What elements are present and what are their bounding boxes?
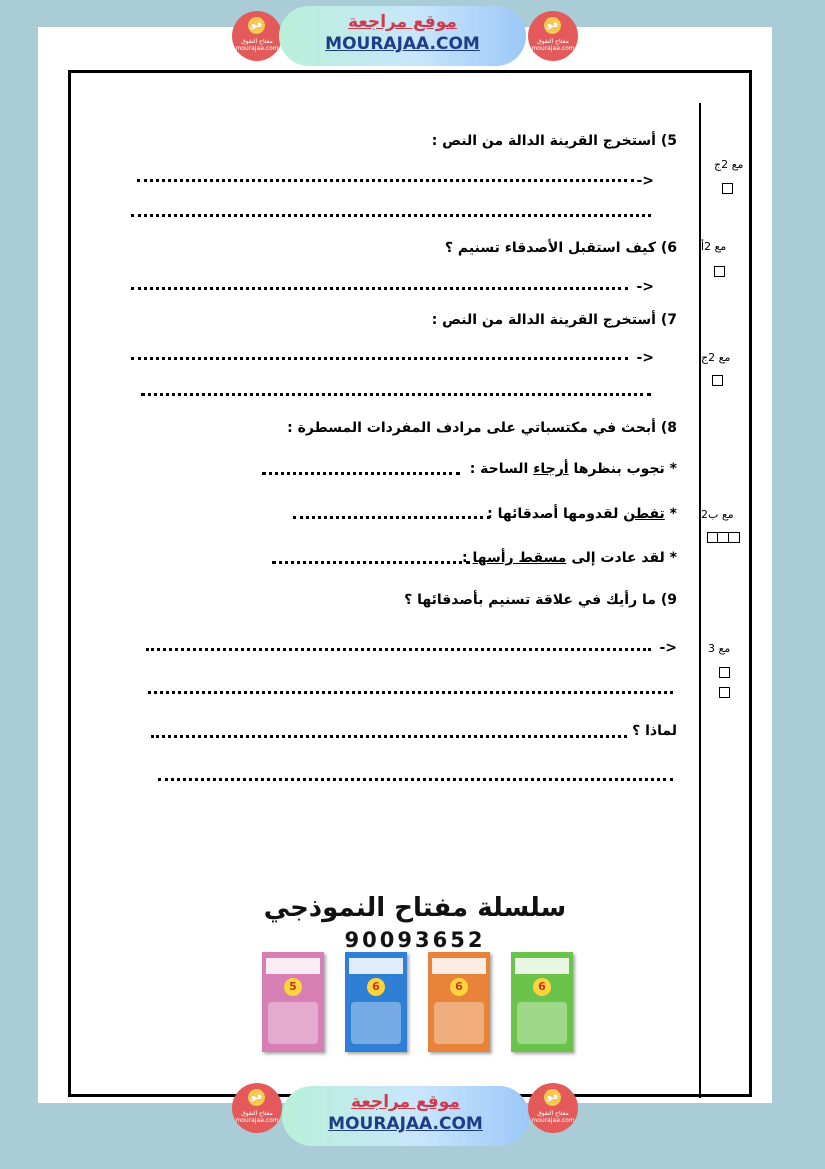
answer-arrow: <- [636, 173, 654, 189]
underlined-word: أرجاء [533, 461, 569, 477]
answer-line[interactable] [141, 393, 651, 396]
logo-badge-right: فو مفتاح التفوق mourajaa.com [528, 11, 578, 61]
answer-arrow: <- [659, 640, 677, 656]
cover-illustration [351, 1002, 401, 1044]
grade-number: 6 [367, 978, 385, 996]
book-cover [262, 952, 324, 1052]
question-7: 7) أستخرج القرينة الدالة من النص : [431, 312, 677, 328]
underlined-word: مسقط رأسها [472, 550, 567, 566]
mourajaa-logo-icon: فو [544, 17, 561, 34]
site-banner-bottom[interactable] [282, 1086, 529, 1146]
underlined-word: تفطن [623, 506, 665, 522]
criterion-label: مع ب2 [701, 508, 734, 521]
book-cover [428, 952, 490, 1052]
answer-line[interactable] [158, 778, 673, 781]
site-banner-top[interactable] [279, 6, 526, 66]
logo-badge-left: فو مفتاح التفوق mourajaa.com [232, 11, 282, 61]
cover-illustration [268, 1002, 318, 1044]
banner-url-text[interactable]: MOURAJAA.COM [328, 1114, 483, 1134]
answer-line[interactable] [262, 472, 460, 475]
score-box[interactable] [707, 532, 718, 543]
score-box[interactable] [719, 667, 730, 678]
question-6: 6) كيف استقبل الأصدقاء تسنيم ؟ [444, 240, 677, 256]
cover-illustration [434, 1002, 484, 1044]
score-box[interactable] [719, 687, 730, 698]
answer-line[interactable] [131, 287, 628, 290]
criterion-label: مع 2ج [714, 158, 744, 171]
vocab-item: * تجوب بنظرها أرجاء الساحة : [469, 461, 677, 477]
series-title: سلسلة مفتاح النموذجي [263, 893, 567, 923]
answer-line[interactable] [131, 214, 651, 217]
score-box[interactable] [718, 532, 729, 543]
answer-line[interactable] [131, 357, 628, 360]
book-cover [511, 952, 573, 1052]
answer-line[interactable] [272, 561, 470, 564]
mourajaa-logo-icon: فو [248, 1089, 265, 1106]
grade-number: 6 [450, 978, 468, 996]
question-8: 8) أبحث في مكتسباتي على مرادف المفردات المسطرة : [287, 420, 677, 436]
why-label: لماذا ؟ [632, 723, 677, 739]
logo-badge-left: فو مفتاح التفوق mourajaa.com [232, 1083, 282, 1133]
criterion-label: مع 2أ [701, 240, 727, 253]
question-5: 5) أستخرج القرينة الدالة من النص : [431, 133, 677, 149]
criterion-label: مع 2ج [701, 351, 731, 364]
phone-number: 90093652 [344, 928, 486, 952]
mourajaa-logo-icon: فو [544, 1089, 561, 1106]
banner-arabic-text[interactable]: موقع مراجعة [348, 12, 457, 32]
answer-line[interactable] [137, 179, 634, 182]
question-9: 9) ما رأيك في علاقة تسنيم بأصدقائها ؟ [404, 592, 677, 608]
answer-line[interactable] [151, 735, 627, 738]
score-box[interactable] [729, 532, 740, 543]
score-box-group [707, 532, 740, 543]
book-cover [345, 952, 407, 1052]
banner-url-text[interactable]: MOURAJAA.COM [325, 34, 480, 54]
grade-number: 5 [284, 978, 302, 996]
banner-arabic-text[interactable]: موقع مراجعة [351, 1092, 460, 1112]
score-box[interactable] [712, 375, 723, 386]
answer-arrow: <- [636, 350, 654, 366]
score-box[interactable] [722, 183, 733, 194]
mourajaa-logo-icon: فو [248, 17, 265, 34]
score-box[interactable] [714, 266, 725, 277]
answer-arrow: <- [636, 279, 654, 295]
answer-line[interactable] [293, 516, 490, 519]
vocab-item: * تفطن لقدومها أصدقائها : [487, 506, 677, 522]
logo-badge-right: فو مفتاح التفوق mourajaa.com [528, 1083, 578, 1133]
criterion-label: مع 3 [708, 642, 731, 655]
answer-line[interactable] [146, 648, 651, 651]
answer-line[interactable] [148, 691, 673, 694]
cover-illustration [517, 1002, 567, 1044]
vocab-item: * لقد عادت إلى مسقط رأسها : [462, 550, 677, 566]
grade-number: 6 [533, 978, 551, 996]
